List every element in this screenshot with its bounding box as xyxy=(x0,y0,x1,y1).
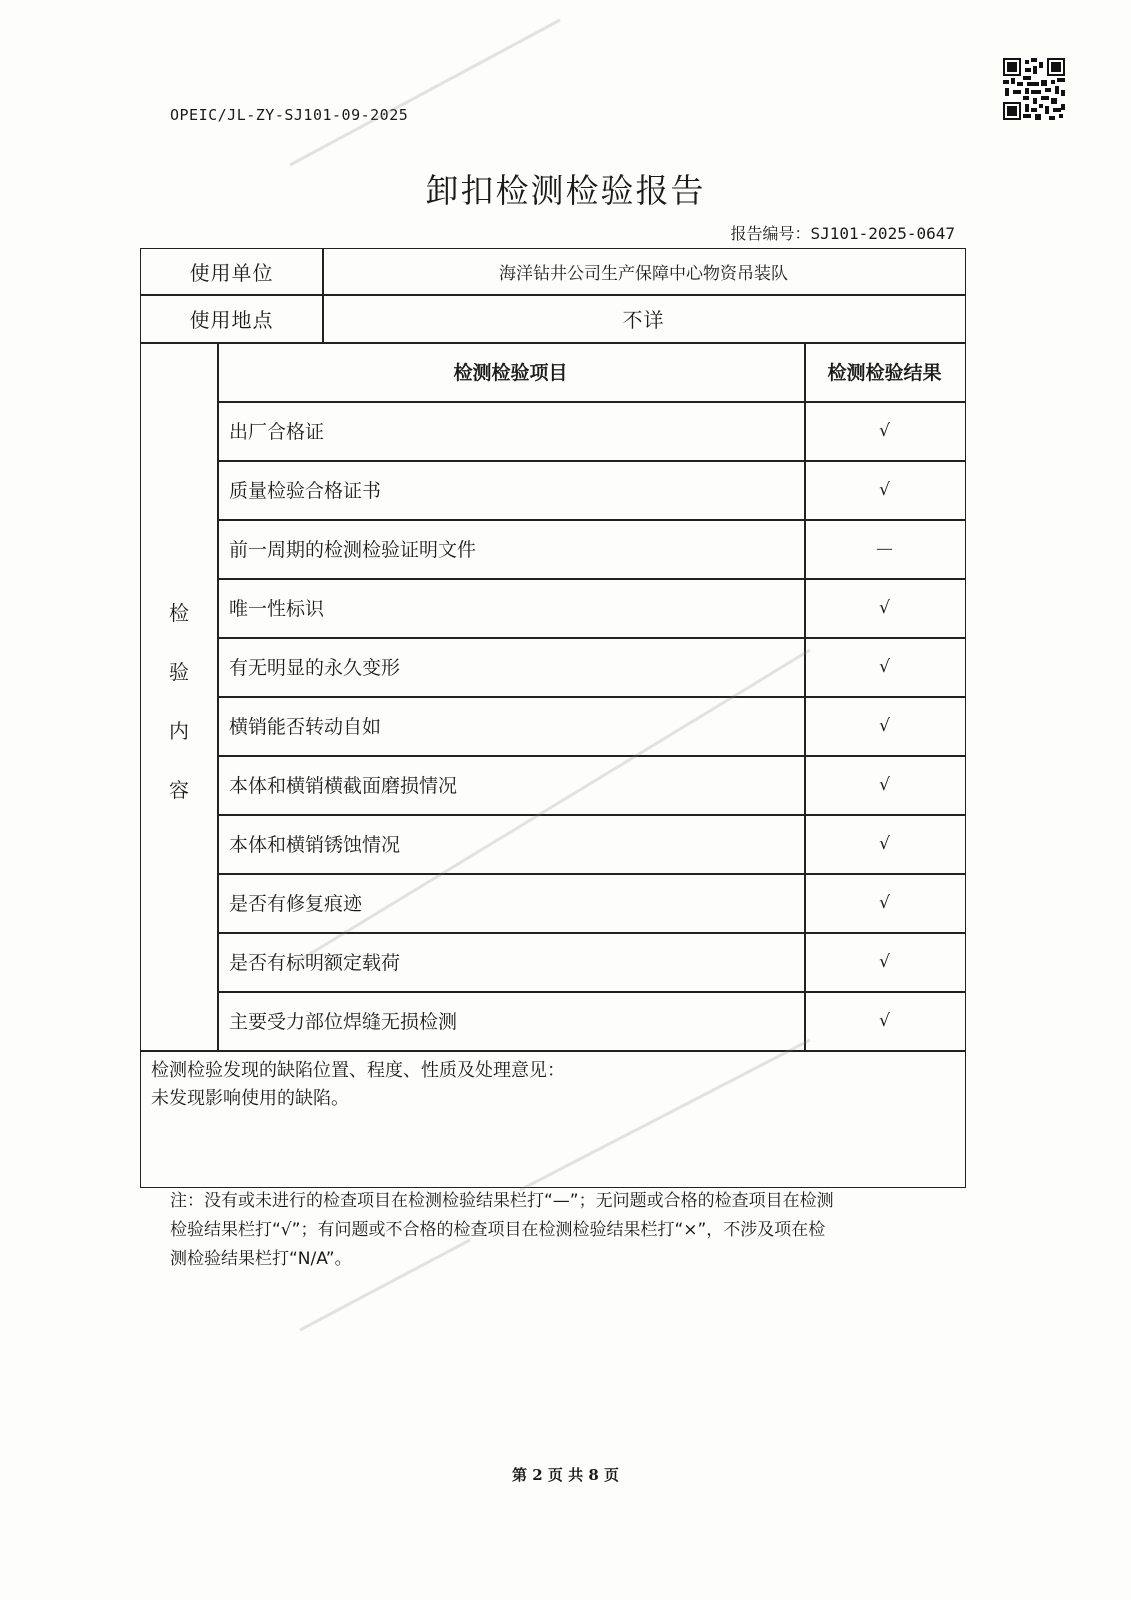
item-name: 出厂合格证 xyxy=(229,421,325,443)
page-footer: 第 2 页 共 8 页 xyxy=(512,1466,619,1484)
report-number-value: SJ101-2025-0647 xyxy=(810,224,955,243)
section-label-char: 验 xyxy=(169,660,189,684)
item-name: 质量检验合格证书 xyxy=(229,480,382,502)
item-result: √ xyxy=(879,420,890,441)
footnote-line: 测检验结果栏打“N/A”。 xyxy=(170,1249,352,1269)
item-result: √ xyxy=(879,597,890,618)
item-result: √ xyxy=(879,951,890,972)
header-result: 检测检验结果 xyxy=(827,362,942,384)
header-item: 检测检验项目 xyxy=(453,362,568,384)
item-result: √ xyxy=(879,774,890,795)
item-name: 有无明显的永久变形 xyxy=(229,657,401,679)
report-title: 卸扣检测检验报告 xyxy=(425,171,706,210)
item-name: 是否有修复痕迹 xyxy=(229,893,363,915)
item-name: 本体和横销锈蚀情况 xyxy=(229,834,401,856)
unit-value: 海洋钻井公司生产保障中心物资吊装队 xyxy=(499,264,788,284)
item-result: √ xyxy=(879,656,890,677)
location-value: 不详 xyxy=(622,307,665,332)
section-label-char: 容 xyxy=(169,778,189,802)
defects-text: 未发现影响使用的缺陷。 xyxy=(151,1088,349,1109)
footnote-line: 检验结果栏打“√”；有问题或不合格的检查项目在检测检验结果栏打“×”，不涉及项在检 xyxy=(170,1220,826,1240)
item-name: 前一周期的检测检验证明文件 xyxy=(229,539,477,561)
item-name: 横销能否转动自如 xyxy=(229,716,382,738)
item-result: √ xyxy=(879,479,890,500)
item-result: — xyxy=(876,538,893,559)
document-code: OPEIC/JL-ZY-SJ101-09-2025 xyxy=(170,106,409,124)
item-name: 是否有标明额定载荷 xyxy=(229,952,401,974)
unit-label: 使用单位 xyxy=(189,261,274,285)
item-result: √ xyxy=(879,1010,890,1031)
section-label-char: 内 xyxy=(169,719,189,743)
item-result: √ xyxy=(879,833,890,854)
item-name: 主要受力部位焊缝无损检测 xyxy=(229,1011,458,1033)
location-label: 使用地点 xyxy=(189,307,274,332)
item-result: √ xyxy=(879,892,890,913)
defects-label: 检测检验发现的缺陷位置、程度、性质及处理意见： xyxy=(151,1060,565,1081)
footnote-line: 注：没有或未进行的检查项目在检测检验结果栏打“—”；无问题或合格的检查项目在检测 xyxy=(170,1191,834,1211)
item-name: 唯一性标识 xyxy=(229,598,325,620)
report-number-label: 报告编号： xyxy=(730,224,811,243)
section-label-char: 检 xyxy=(169,601,189,625)
item-name: 本体和横销横截面磨损情况 xyxy=(229,775,458,797)
item-result: √ xyxy=(879,715,890,736)
